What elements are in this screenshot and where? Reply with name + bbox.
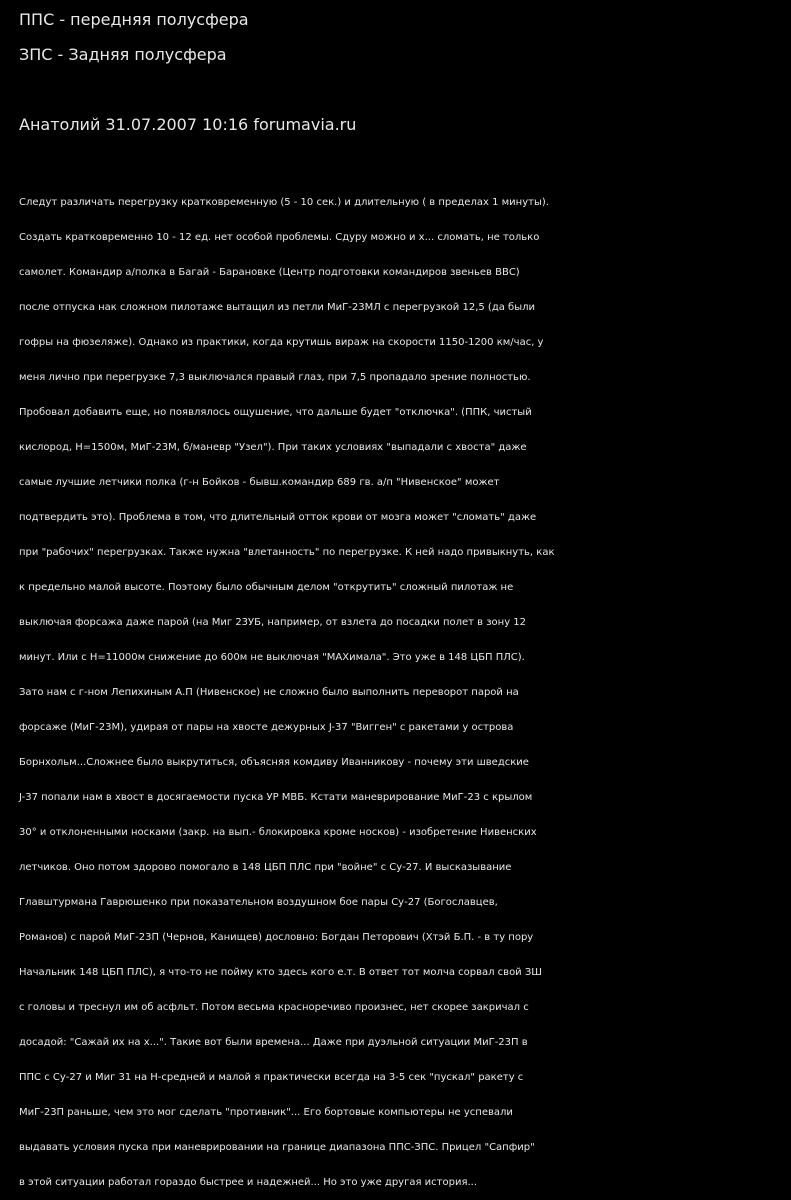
body-line: кислород, Н=1500м, МиГ-23М, б/маневр "Узел"). При таких условиях "выпадали с хвоста" даже [19, 442, 527, 453]
body-line: Борнхольм...Сложнее было выкрутиться, объясняя комдиву Иванникову - почему эти шведские [19, 757, 529, 768]
body-line: Создать кратковременно 10 - 12 ед. нет особой проблемы. Сдуру можно и х... сломать, не только [19, 232, 540, 243]
body-line: досадой: "Сажай их на х...". Такие вот были времена... Даже при дуэльной ситуации МиГ-23П в [19, 1037, 528, 1048]
body-line: меня лично при перегрузке 7,3 выключался правый глаз, при 7,5 пропадало зрение полностью. [19, 372, 531, 383]
body-line: Главштурмана Гаврюшенко при показательном воздушном бое пары Су-27 (Богославцев, [19, 897, 498, 908]
body-line: ППС с Су-27 и Миг 31 на Н-средней и малой я практически всегда на 3-5 сек "пускал" ракету с [19, 1072, 524, 1083]
body-line: выключая форсажа даже парой (на Миг 23УБ, например, от взлета до посадки полет в зону 12 [19, 617, 527, 628]
body-line: МиГ-23П раньше, чем это мог сделать "противник"... Его бортовые компьютеры не успевали [19, 1107, 513, 1118]
body-line: подтвердить это). Проблема в том, что длительный отток крови от мозга может "сломать" даже [19, 512, 537, 523]
body-line: форсаже (МиГ-23М), удирая от пары на хвосте дежурных J-37 "Вигген" с ракетами у острова [19, 722, 514, 733]
definition-zps: ЗПС - Задняя полусфера [19, 45, 227, 64]
body-line: с головы и треснул им об асфльт. Потом весьма красноречиво произнес, нет скорее закричал с [19, 1002, 529, 1013]
body-line: J-37 попали нам в хвост в досягаемости пуска УР МВБ. Кстати маневрирование МиГ-23 с крылом [19, 792, 533, 803]
post-body [19, 185, 789, 1200]
body-line: летчиков. Оно потом здорово помогало в 148 ЦБП ПЛС при "войне" с Су-27. И высказывание [19, 862, 512, 873]
body-line: минут. Или с Н=11000м снижение до 600м не выключая "МАХимала". Это уже в 148 ЦБП ПЛС). [19, 652, 525, 663]
body-line: самые лучшие летчики полка (г-н Бойков - бывш.командир 689 гв. а/п "Нивенское" может [19, 477, 500, 488]
body-line: Зато нам с г-ном Лепихиным А.П (Нивенское) не сложно было выполнить переворот парой на [19, 687, 519, 698]
body-line: к предельно малой высоте. Поэтому было обычным делом "открутить" сложный пилотаж не [19, 582, 514, 593]
body-line: при "рабочих" перегрузках. Также нужна "влетанность" по перегрузке. К ней надо привыкнуть, как [19, 547, 555, 558]
post-signature: Анатолий 31.07.2007 10:16 forumavia.ru [19, 115, 357, 134]
body-line: 30° и отклоненными носками (закр. на вып.- блокировка кроме носков) - изобретение Нивенских [19, 827, 537, 838]
body-line: после отпуска нак сложном пилотаже вытащил из петли МиГ-23МЛ с перегрузкой 12,5 (да были [19, 302, 535, 313]
body-line: самолет. Командир а/полка в Багай - Барановке (Центр подготовки командиров звеньев ВВС) [19, 267, 520, 278]
body-line: в этой ситуации работал гораздо быстрее и надежней... Но это уже другая история... [19, 1177, 478, 1188]
definition-pps: ППС - передняя полусфера [19, 10, 249, 29]
body-line: гофры на фюзеляже). Однако из практики, когда крутишь вираж на скорости 1150-1200 км/час, у [19, 337, 544, 348]
body-line: выдавать условия пуска при маневрировании на границе диапазона ППС-ЗПС. Прицел "Сапфир" [19, 1142, 535, 1153]
body-line: Следут различать перегрузку кратковременную (5 - 10 сек.) и длительную ( в пределах 1 минуты). [19, 197, 549, 208]
body-line: Романов) с парой МиГ-23П (Чернов, Канищев) дословно: Богдан Петорович (Хтэй Б.П. - в ту пору [19, 932, 534, 943]
body-line: Начальник 148 ЦБП ПЛС), я что-то не пойму кто здесь кого е.т. В ответ тот молча сорвал свой ЗШ [19, 967, 542, 978]
body-line: Пробовал добавить еще, но появлялось ощушение, что дальше будет "отключка". (ППК, чистый [19, 407, 532, 418]
